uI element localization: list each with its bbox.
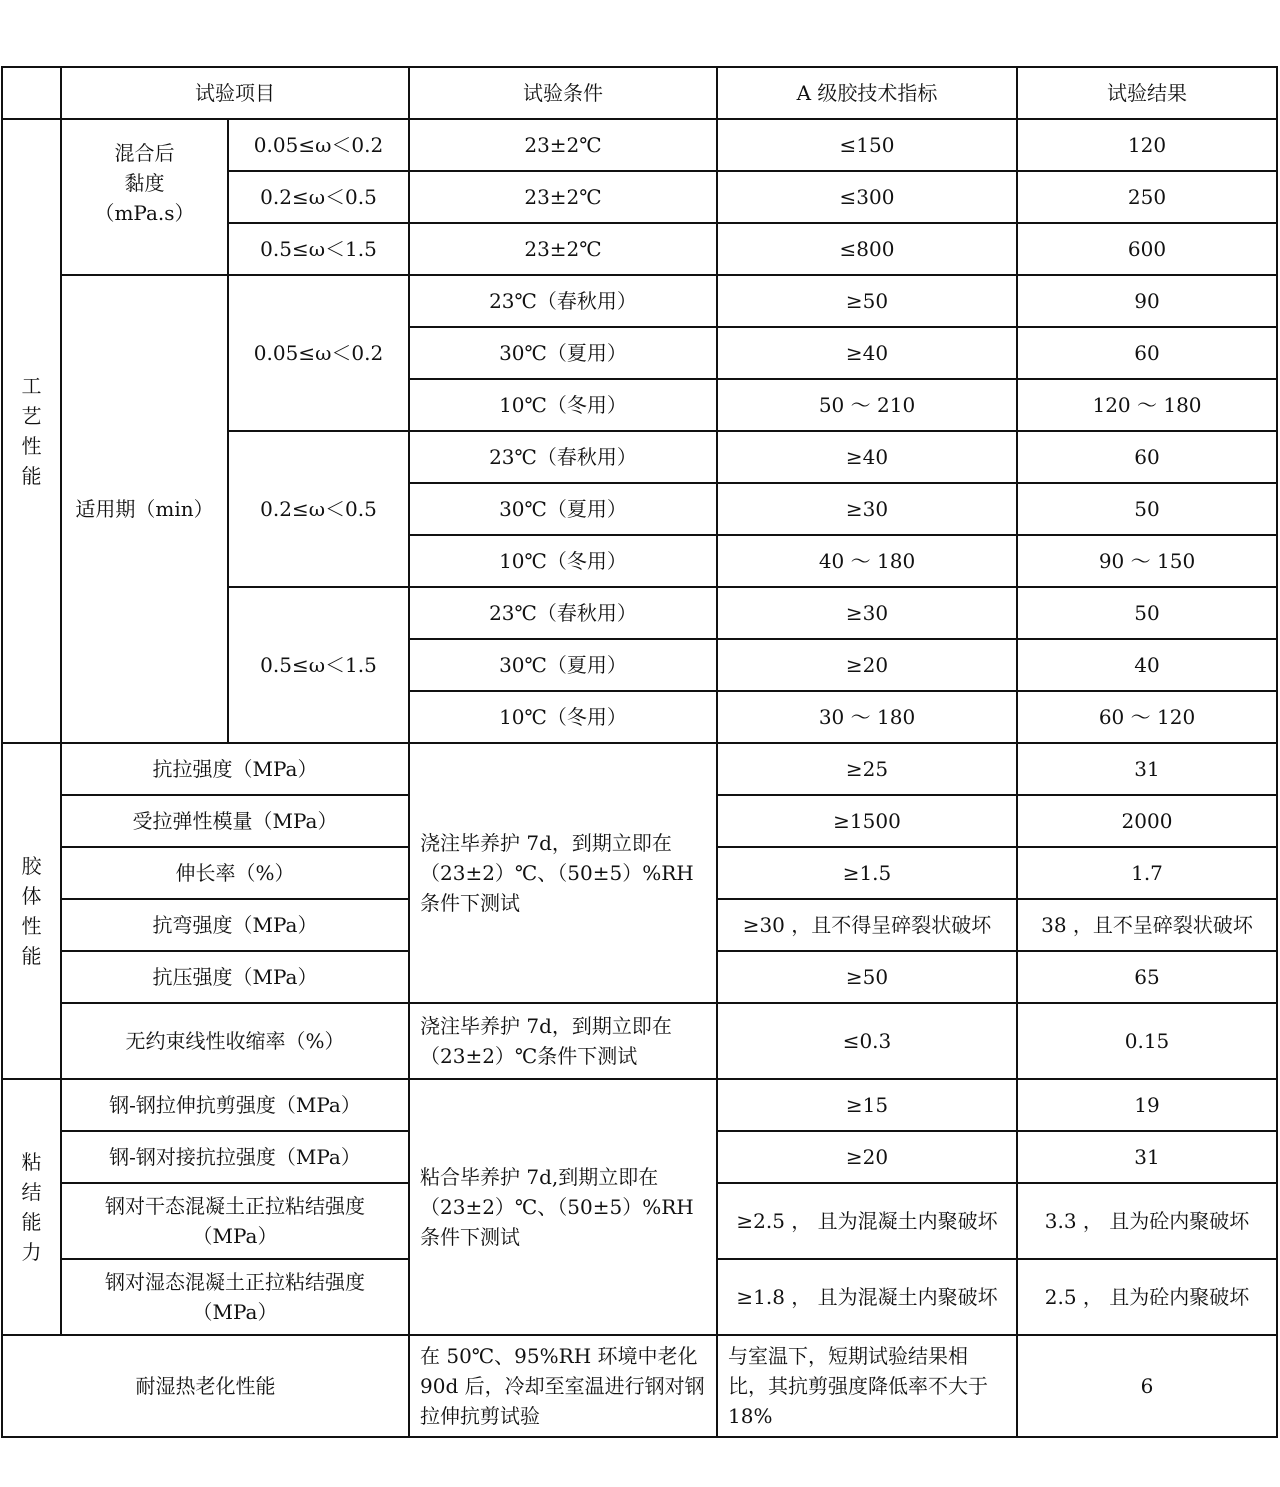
condition-cell: 在 50℃、95%RH 环境中老化 90d 后，冷却至室温进行钢对钢拉伸抗剪试验	[409, 1335, 717, 1437]
condition-cell: 23℃（春秋用）	[409, 587, 717, 639]
table-row	[2, 1003, 1277, 1079]
table-row	[2, 119, 1277, 171]
table-row	[2, 275, 1277, 327]
spec-cell: ≥20	[717, 639, 1017, 691]
item-cell: 钢对干态混凝土正拉粘结强度（MPa）	[61, 1183, 409, 1259]
condition-cell: 23℃（春秋用）	[409, 431, 717, 483]
spec-cell: ≥2.5 ， 且为混凝土内聚破坏	[717, 1183, 1017, 1259]
header-test-result: 试验结果	[1017, 67, 1277, 119]
item-cell: 伸长率（%）	[61, 847, 409, 899]
item-cell: 抗拉强度（MPa）	[61, 743, 409, 795]
spec-cell: ≤300	[717, 171, 1017, 223]
spec-cell: ≥1500	[717, 795, 1017, 847]
spec-cell: ≥25	[717, 743, 1017, 795]
header-grade-a-spec: A 级胶技术指标	[717, 67, 1017, 119]
spec-cell: ≥1.5	[717, 847, 1017, 899]
spec-cell: ≥50	[717, 951, 1017, 1003]
result-cell: 120	[1017, 119, 1277, 171]
result-cell: 90	[1017, 275, 1277, 327]
section-adhesive-body-performance: 胶 体 性 能	[2, 743, 61, 1079]
spec-cell: ≥30 ，且不得呈碎裂状破坏	[717, 899, 1017, 951]
condition-cell: 23±2℃	[409, 119, 717, 171]
result-cell: 600	[1017, 223, 1277, 275]
result-cell: 60 ～ 120	[1017, 691, 1277, 743]
header-row	[2, 67, 1277, 119]
condition-cell: 23±2℃	[409, 171, 717, 223]
section-process-performance: 工 艺 性 能	[2, 119, 61, 743]
range-cell: 0.2≤ω＜0.5	[228, 431, 409, 587]
spec-cell: 40 ～ 180	[717, 535, 1017, 587]
condition-cell: 10℃（冬用）	[409, 379, 717, 431]
condition-cell: 10℃（冬用）	[409, 691, 717, 743]
condition-cell: 浇注毕养护 7d，到期立即在（23±2）℃条件下测试	[409, 1003, 717, 1079]
table-row	[2, 1335, 1277, 1437]
test-results-table	[1, 66, 1278, 1438]
spec-cell: ≤150	[717, 119, 1017, 171]
header-test-item: 试验项目	[61, 67, 409, 119]
result-cell: 50	[1017, 483, 1277, 535]
condition-cell: 浇注毕养护 7d，到期立即在（23±2）℃、（50±5）%RH 条件下测试	[409, 743, 717, 1003]
condition-cell: 10℃（冬用）	[409, 535, 717, 587]
viscosity-label: 混合后 黏度 （mPa.s）	[61, 119, 228, 275]
result-cell: 90 ～ 150	[1017, 535, 1277, 587]
result-cell: 60	[1017, 431, 1277, 483]
result-cell: 250	[1017, 171, 1277, 223]
spec-cell: ≥30	[717, 587, 1017, 639]
condition-cell: 30℃（夏用）	[409, 327, 717, 379]
range-cell: 0.05≤ω＜0.2	[228, 119, 409, 171]
spec-cell: 与室温下，短期试验结果相比，其抗剪强度降低率不大于 18%	[717, 1335, 1017, 1437]
item-cell: 抗弯强度（MPa）	[61, 899, 409, 951]
item-cell: 钢-钢对接抗拉强度（MPa）	[61, 1131, 409, 1183]
spec-cell: ≤800	[717, 223, 1017, 275]
result-cell: 120 ～ 180	[1017, 379, 1277, 431]
spec-cell: ≥40	[717, 431, 1017, 483]
result-cell: 1.7	[1017, 847, 1277, 899]
item-cell: 钢-钢拉伸抗剪强度（MPa）	[61, 1079, 409, 1131]
spec-cell: 50 ～ 210	[717, 379, 1017, 431]
spec-cell: ≥15	[717, 1079, 1017, 1131]
spec-cell: ≤0.3	[717, 1003, 1017, 1079]
header-test-condition: 试验条件	[409, 67, 717, 119]
condition-cell: 23±2℃	[409, 223, 717, 275]
pot-life-label: 适用期（min）	[61, 275, 228, 743]
range-cell: 0.05≤ω＜0.2	[228, 275, 409, 431]
result-cell: 65	[1017, 951, 1277, 1003]
item-cell: 钢对湿态混凝土正拉粘结强度（MPa）	[61, 1259, 409, 1335]
result-cell: 31	[1017, 743, 1277, 795]
item-cell: 无约束线性收缩率（%）	[61, 1003, 409, 1079]
table-row	[2, 1079, 1277, 1131]
condition-cell: 23℃（春秋用）	[409, 275, 717, 327]
spec-cell: ≥50	[717, 275, 1017, 327]
result-cell: 3.3 ， 且为砼内聚破坏	[1017, 1183, 1277, 1259]
condition-cell: 粘合毕养护 7d,到期立即在（23±2）℃、（50±5）%RH 条件下测试	[409, 1079, 717, 1335]
item-cell: 受拉弹性模量（MPa）	[61, 795, 409, 847]
result-cell: 31	[1017, 1131, 1277, 1183]
result-cell: 6	[1017, 1335, 1277, 1437]
condition-cell: 30℃（夏用）	[409, 483, 717, 535]
result-cell: 2.5 ， 且为砼内聚破坏	[1017, 1259, 1277, 1335]
spec-cell: ≥1.8 ， 且为混凝土内聚破坏	[717, 1259, 1017, 1335]
aging-item-cell: 耐湿热老化性能	[2, 1335, 409, 1437]
header-corner	[2, 67, 61, 119]
range-cell: 0.5≤ω＜1.5	[228, 587, 409, 743]
table-row	[2, 743, 1277, 795]
result-cell: 19	[1017, 1079, 1277, 1131]
spec-cell: ≥40	[717, 327, 1017, 379]
range-cell: 0.2≤ω＜0.5	[228, 171, 409, 223]
result-cell: 2000	[1017, 795, 1277, 847]
result-cell: 38 ，且不呈碎裂状破坏	[1017, 899, 1277, 951]
range-cell: 0.5≤ω＜1.5	[228, 223, 409, 275]
spec-cell: 30 ～ 180	[717, 691, 1017, 743]
result-cell: 50	[1017, 587, 1277, 639]
section-bonding-capability: 粘 结 能 力	[2, 1079, 61, 1335]
result-cell: 60	[1017, 327, 1277, 379]
result-cell: 0.15	[1017, 1003, 1277, 1079]
spec-cell: ≥20	[717, 1131, 1017, 1183]
item-cell: 抗压强度（MPa）	[61, 951, 409, 1003]
result-cell: 40	[1017, 639, 1277, 691]
spec-cell: ≥30	[717, 483, 1017, 535]
condition-cell: 30℃（夏用）	[409, 639, 717, 691]
